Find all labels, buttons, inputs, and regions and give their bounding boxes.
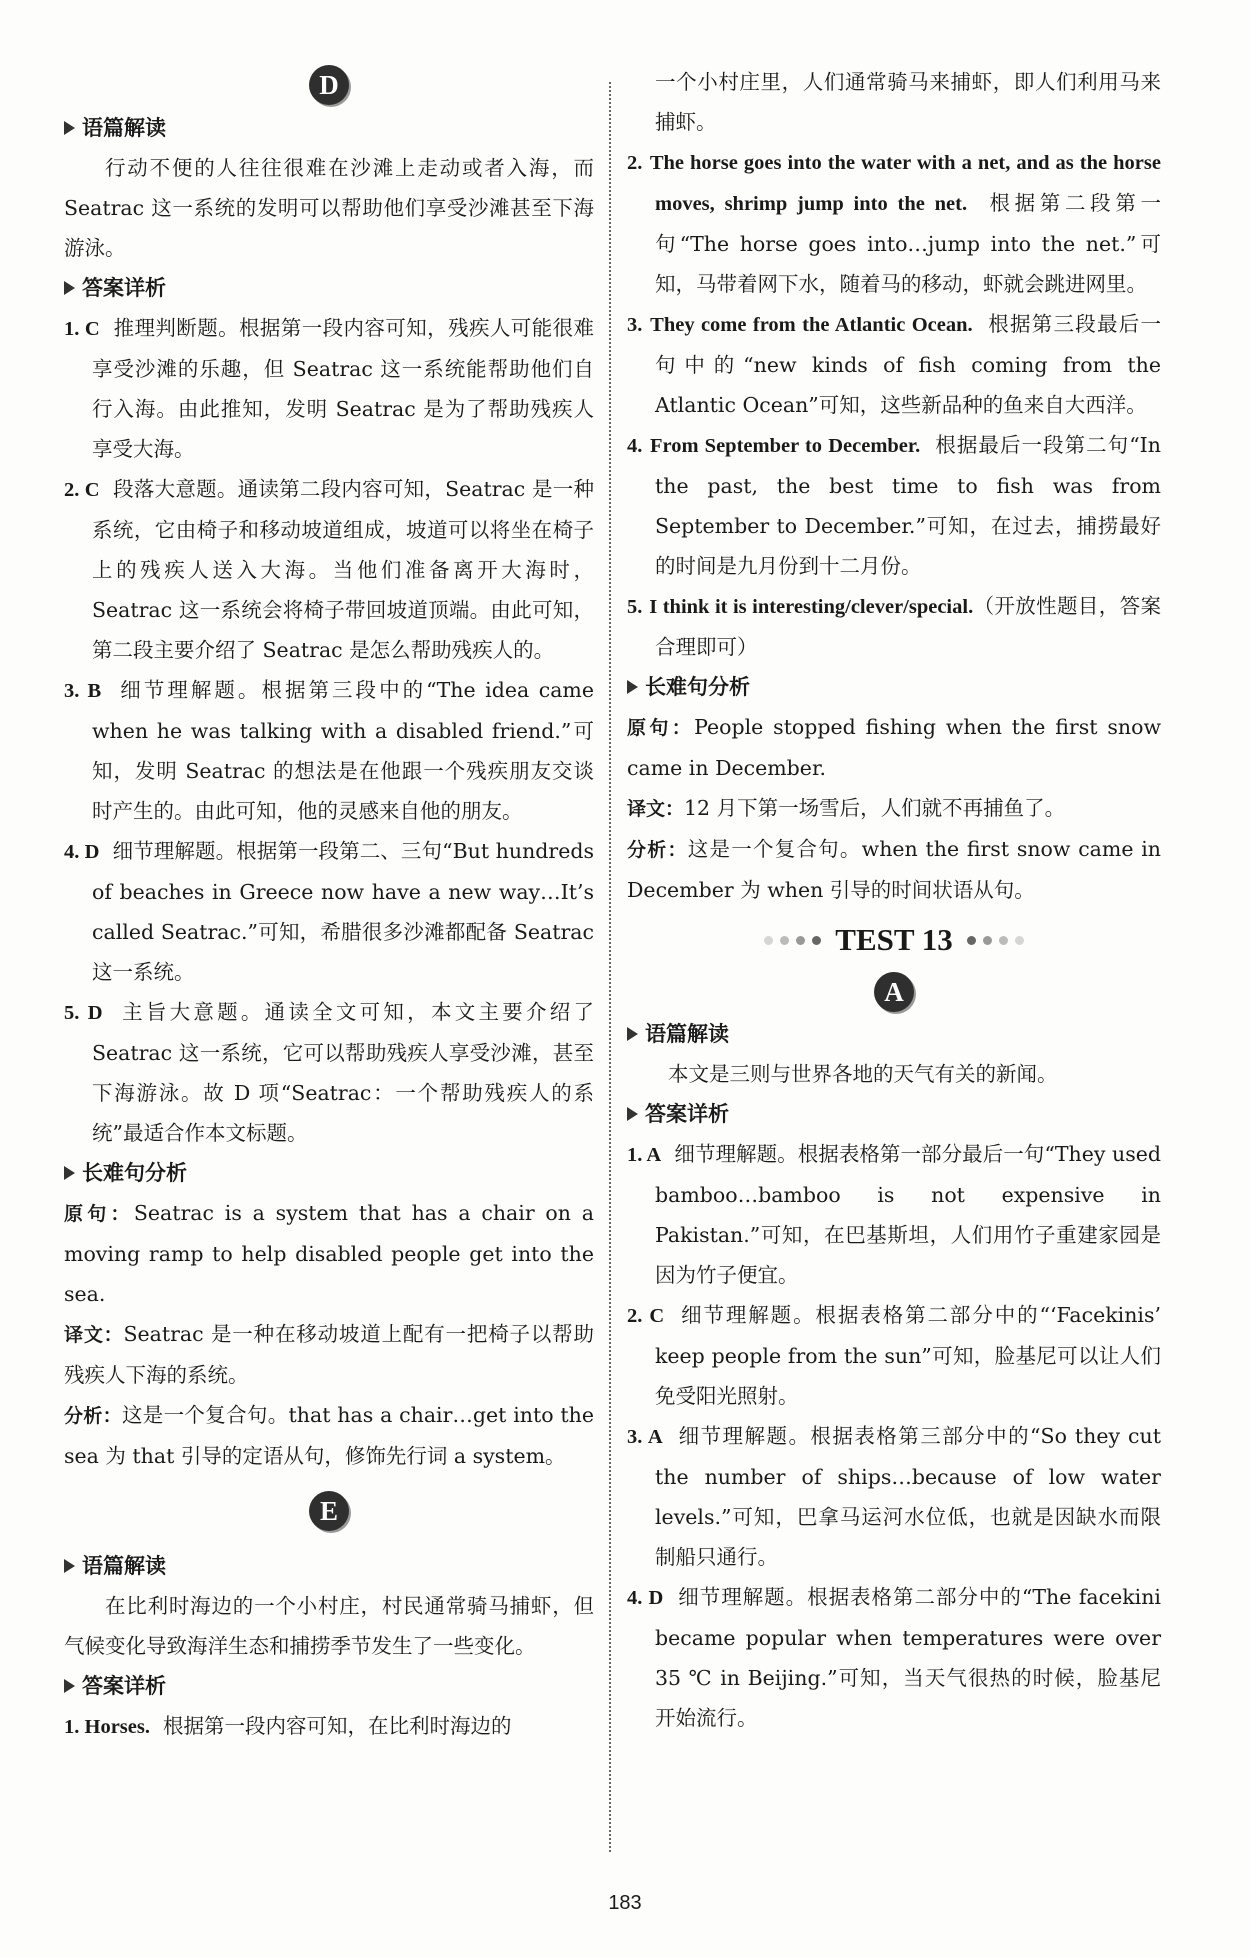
dots-right-decoration (967, 936, 1024, 945)
a-reading-heading: 语篇解读 (627, 1014, 1161, 1054)
e-answers-heading: 答案详析 (64, 1666, 594, 1706)
dots-left-decoration (764, 936, 821, 945)
e-original-sentence: 原句：People stopped fishing when the first snow came in December. (627, 715, 1161, 780)
a-answer-item: 3. A 细节理解题。根据表格第三部分中的“So they cut the number of ships…because of low water levels.”可知，巴拿马运河水位低，也就是因缺水而限制船只通行。 (627, 1424, 1161, 1569)
d-reading-heading: 语篇解读 (64, 108, 594, 148)
e-answer-item: 5. I think it is interesting/clever/special.（开放性题目，答案合理即可） (627, 594, 1161, 659)
d-reading-text: 行动不便的人往往很难在沙滩上走动或者入海，而 Seatrac 这一系统的发明可以帮助他们享受沙滩甚至下海游泳。 (64, 156, 594, 260)
a-answer-item: 4. D 细节理解题。根据表格第二部分中的“The facekini became popular when temperatures were over 35 ℃ in Beijing.”可知，当天气很热的时候，脸基尼开始流行。 (627, 1585, 1161, 1730)
e-answer-continuation: 一个小村庄里，人们通常骑马来捕虾，即人们利用马来捕虾。 (655, 70, 1161, 134)
d-analysis: 分析：这是一个复合句。that has a chair…get into the sea 为 that 引导的定语从句，修饰先行词 a system。 (64, 1403, 594, 1468)
section-badge-e: E (309, 1491, 349, 1531)
d-original-sentence: 原句：Seatrac is a system that has a chair on a moving ramp to help disabled people get into the sea. (64, 1201, 594, 1306)
e-answer-item: 2. The horse goes into the water with a net, and as the horse moves, shrimp jump into the net. 根据第二段第一句“The horse goes into…jump into the net.”可知，马带着网下水，随着马的移动，虾就会跳进网里。 (627, 152, 1161, 296)
d-answer-item: 1. C 推理判断题。根据第一段内容可知，残疾人可能很难享受沙滩的乐趣，但 Seatrac 这一系统能帮助他们自行入海。由此推知，发明 Seatrac 是为了帮助残疾人享受大海。 (64, 316, 595, 461)
e-reading-heading: 语篇解读 (64, 1546, 594, 1586)
d-translation: 译文：Seatrac 是一种在移动坡道上配有一把椅子以帮助残疾人下海的系统。 (64, 1322, 594, 1387)
d-answer-item: 5. D 主旨大意题。通读全文可知，本文主要介绍了 Seatrac 这一系统，它可以帮助残疾人享受沙滩，甚至下海游泳。故 D 项“Seatrac：一个帮助残疾人的系统”最适合作本文标题。 (64, 1000, 594, 1145)
d-long-sentence-heading: 长难句分析 (64, 1153, 594, 1193)
section-e-marker (64, 1476, 594, 1546)
e-translation: 译文：12 月下第一场雪后，人们就不再捕鱼了。 (627, 796, 1066, 820)
test-title-banner (627, 910, 1161, 970)
section-d-marker (64, 62, 594, 108)
e-answer-item: 4. From September to December. 根据最后一段第二句“In the past, the best time to fish was from September to December.”可知，在过去，捕捞最好的时间是九月份到十二月份。 (627, 433, 1161, 578)
page-number: 183 (608, 1892, 642, 1914)
triangle-bullet-icon (627, 1107, 638, 1121)
e-answer-item: 3. They come from the Atlantic Ocean. 根据第三段最后一句中的“new kinds of fish coming from the Atlantic Ocean”可知，这些新品种的鱼来自大西洋。 (627, 312, 1161, 417)
e-long-sentence-heading: 长难句分析 (627, 667, 1161, 707)
a-answer-item: 1. A 细节理解题。根据表格第一部分最后一句“They used bamboo…bamboo is not expensive in Pakistan.”可知，在巴基斯坦，人们用竹子重建家园是因为竹子便宜。 (627, 1142, 1161, 1287)
e-analysis: 分析：这是一个复合句。when the first snow came in December 为 when 引导的时间状语从句。 (627, 837, 1161, 902)
triangle-bullet-icon (64, 1559, 75, 1573)
test-title: TEST 13 (835, 922, 953, 957)
triangle-bullet-icon (64, 121, 75, 135)
section-badge-a: A (874, 972, 914, 1012)
section-a-marker (627, 970, 1161, 1014)
left-column (64, 62, 594, 1747)
a-reading-text: 本文是三则与世界各地的天气有关的新闻。 (668, 1062, 1058, 1086)
triangle-bullet-icon (64, 1166, 75, 1180)
triangle-bullet-icon (64, 1679, 75, 1693)
a-answers-heading: 答案详析 (627, 1094, 1161, 1134)
e-reading-text: 在比利时海边的一个小村庄，村民通常骑马捕虾，但气候变化导致海洋生态和捕捞季节发生了一些变化。 (64, 1594, 594, 1658)
column-divider (609, 82, 611, 1852)
right-column (627, 62, 1161, 1738)
d-answers-heading: 答案详析 (64, 268, 594, 308)
d-answer-item: 3. B 细节理解题。根据第三段中的“The idea came when he was talking with a disabled friend.”可知，发明 Seatrac 的想法是在他跟一个残疾朋友交谈时产生的。由此可知，他的灵感来自他的朋友。 (64, 678, 594, 823)
triangle-bullet-icon (64, 281, 75, 295)
d-answer-item: 2. C 段落大意题。通读第二段内容可知，Seatrac 是一种系统，它由椅子和移动坡道组成，坡道可以将坐在椅子上的残疾人送入大海。当他们准备离开大海时，Seatrac 这一系统会将椅子带回坡道顶端。由此可知，第二段主要介绍了 Seatrac 是怎么帮助残疾人的。 (64, 477, 594, 662)
a-answer-item: 2. C 细节理解题。根据表格第二部分中的“‘Facekinis’ keep people from the sun”可知，脸基尼可以让人们免受阳光照射。 (627, 1303, 1161, 1408)
section-badge-d: D (309, 65, 349, 105)
triangle-bullet-icon (627, 680, 638, 694)
e-answer-item: 1. Horses. 根据第一段内容可知，在比利时海边的 (64, 1714, 512, 1738)
d-answer-item: 4. D 细节理解题。根据第一段第二、三句“But hundreds of beaches in Greece now have a new way…It’s called Seatrac.”可知，希腊很多沙滩都配备 Seatrac 这一系统。 (64, 839, 594, 984)
triangle-bullet-icon (627, 1027, 638, 1041)
